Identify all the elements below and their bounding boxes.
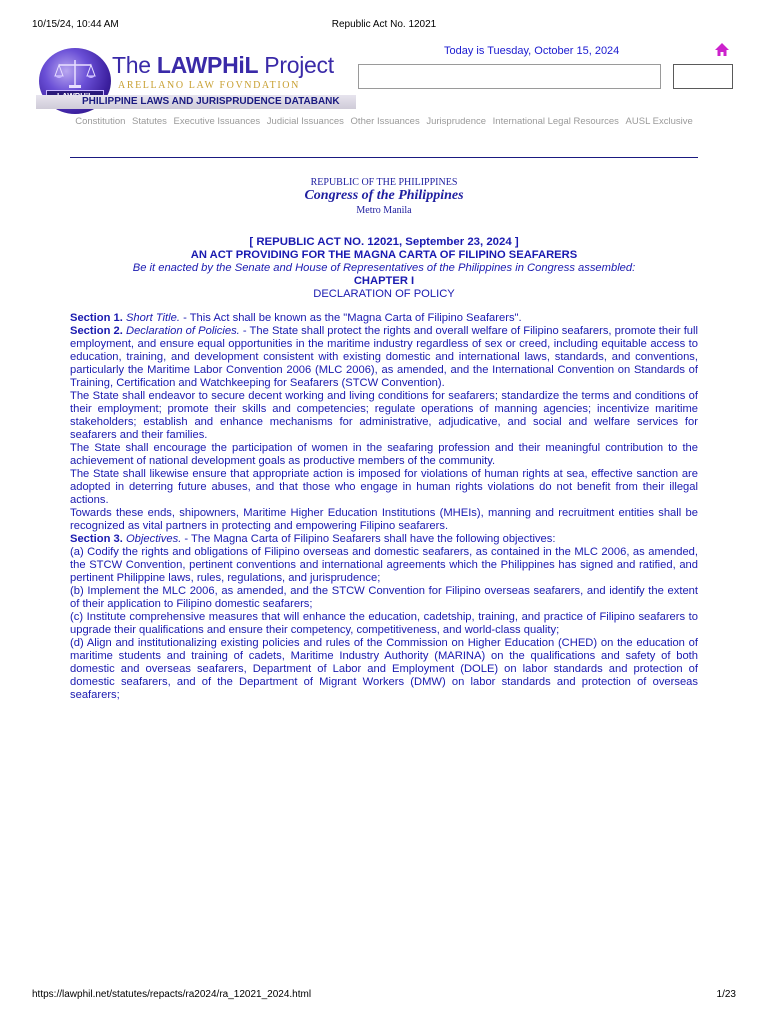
section-3-label: Section 3. bbox=[70, 533, 123, 545]
masthead bbox=[0, 177, 768, 216]
policy-paragraph-2: The State shall endeavor to secure decent working and living conditions for seafarers; standardize the terms and conditions of their employment; promote their skills and competencies; regulate operations of manning agencies; incentivize maritime stakeholders; establish and enhance mechanisms for administrative, adjudicative, and social and welfare services for seafarers and their families. bbox=[70, 390, 698, 441]
search-button[interactable] bbox=[673, 64, 733, 89]
print-header bbox=[32, 19, 736, 33]
section-1-label: Section 1. bbox=[70, 312, 123, 324]
section-2 bbox=[70, 325, 698, 390]
document-body bbox=[70, 236, 698, 702]
section-3-text: - The Magna Carta of Filipino Seafarers shall have the following objectives: bbox=[181, 533, 556, 545]
logo-subtitle: ARELLANO LAW FOVNDATION bbox=[118, 80, 300, 91]
policy-paragraph-3: The State shall encourage the participation of women in the seafaring profession and their meaningful contribution to the achievement of national development goals as productive members of the community. bbox=[70, 442, 698, 467]
section-2-label: Section 2. bbox=[70, 325, 123, 337]
print-datetime: 10/15/24, 10:44 AM bbox=[32, 19, 119, 30]
enacting-clause: Be it enacted by the Senate and House of Representatives of the Philippines in Congress assembled: bbox=[132, 262, 636, 274]
policy-paragraph-5: Towards these ends, shipowners, Maritime Higher Education Institutions (MHEIs), manning and recruitment entities shall be recognized as vital partners in protecting and empowering Filipino seafarers. bbox=[70, 507, 698, 532]
site-logo[interactable] bbox=[36, 44, 356, 114]
search-input[interactable] bbox=[358, 64, 661, 89]
nav-statutes[interactable]: Statutes bbox=[132, 116, 167, 127]
masthead-congress: Congress of the Philippines bbox=[304, 188, 464, 203]
policy-paragraph-4: The State shall likewise ensure that appropriate action is imposed for violations of human rights at sea, effective sanction are adopted in deterring future abuses, and that those who engage in human rights violations do not benefit from their illegal actions. bbox=[70, 468, 698, 506]
print-footer bbox=[32, 989, 736, 1003]
chapter-heading: CHAPTER I bbox=[353, 275, 415, 287]
section-1-title: Short Title. bbox=[125, 312, 180, 324]
nav-constitution[interactable]: Constitution bbox=[75, 116, 126, 127]
print-page-number: 1/23 bbox=[716, 989, 736, 1000]
logo-title-prefix: The bbox=[112, 52, 157, 78]
print-page-title: Republic Act No. 12021 bbox=[331, 19, 437, 30]
logo-title bbox=[112, 52, 334, 79]
section-2-title: Declaration of Policies. bbox=[125, 325, 240, 337]
chapter-name: DECLARATION OF POLICY bbox=[313, 288, 455, 300]
logo-band bbox=[36, 95, 356, 109]
logo-title-strong: LAWPHiL bbox=[156, 52, 259, 78]
nav-ausl-exclusive[interactable]: AUSL Exclusive bbox=[625, 116, 693, 127]
header-divider bbox=[70, 157, 698, 158]
home-icon[interactable] bbox=[714, 42, 730, 58]
nav-international-legal-resources[interactable]: International Legal Resources bbox=[492, 116, 619, 127]
masthead-location: Metro Manila bbox=[356, 205, 412, 216]
section-3 bbox=[70, 533, 698, 546]
section-1-text: - This Act shall be known as the "Magna Carta of Filipino Seafarers". bbox=[179, 312, 522, 324]
print-url: https://lawphil.net/statutes/repacts/ra2024/ra_12021_2024.html bbox=[32, 989, 312, 1000]
nav-executive-issuances[interactable]: Executive Issuances bbox=[173, 116, 261, 127]
act-title: AN ACT PROVIDING FOR THE MAGNA CARTA OF FILIPINO SEAFARERS bbox=[190, 249, 578, 261]
nav-judicial-issuances[interactable]: Judicial Issuances bbox=[266, 116, 344, 127]
section-3-title: Objectives. bbox=[125, 533, 182, 545]
logo-band-text: PHILIPPINE LAWS AND JURISPRUDENCE DATABANK bbox=[82, 96, 340, 107]
objective-a: (a) Codify the rights and obligations of Filipino overseas and domestic seafarers, as contained in the MLC 2006, as amended, the STCW Convention, pertinent conventions and international agreements which the Philippines has signed and ratified, and pertinent Philippine laws, rules, regulations, and jurisprudence; bbox=[70, 546, 698, 584]
objective-b: (b) Implement the MLC 2006, as amended, and the STCW Convention for Filipino overseas seafarers, and identify the extent of their application to Filipino domestic seafarers; bbox=[70, 585, 698, 610]
site-nav bbox=[0, 116, 768, 127]
section-1 bbox=[70, 312, 698, 325]
objective-c: (c) Institute comprehensive measures that will enhance the education, cadetship, training, and practice of Filipino seafarers to upgrade their qualifications and ensure their competency, competitiveness, and world-class quality; bbox=[70, 611, 698, 636]
nav-jurisprudence[interactable]: Jurisprudence bbox=[426, 116, 487, 127]
nav-other-issuances[interactable]: Other Issuances bbox=[350, 116, 420, 127]
logo-title-suffix: Project bbox=[258, 52, 334, 78]
section-2-text: - The State shall protect the rights and overall welfare of Filipino seafarers, promote their full employment, and ensure equal opportunities in the maritime industry regardless of sex or creed, including equitable access to education, training, and development consistent with existing domestic and international laws, standards, and conventions, particularly the Maritime Labor Convention 2006 (MLC 2006), as amended, and the International Convention on Standards of Training, Certification and Watchkeeping for Seafarers (STCW Convention). bbox=[70, 325, 698, 389]
scales-of-justice-icon bbox=[53, 58, 97, 90]
ra-title: [ REPUBLIC ACT NO. 12021, September 23, 2024 ] bbox=[249, 236, 519, 248]
today-date: Today is Tuesday, October 15, 2024 bbox=[444, 45, 620, 57]
masthead-republic: REPUBLIC OF THE PHILIPPINES bbox=[310, 177, 458, 188]
objective-d: (d) Align and institutionalizing existing policies and rules of the Commission on Higher Education (CHED) on the education of maritime students and training of cadets, Maritime Industry Authority (MARINA) on the qualifications and safety of both domestic and overseas seafarers, Department of Labor and Employment (DOLE) on labor standards and protection of domestic seafarers, and of the Department of Migrant Workers (DMW) on labor standards and protection of overseas seafarers; bbox=[70, 637, 698, 701]
